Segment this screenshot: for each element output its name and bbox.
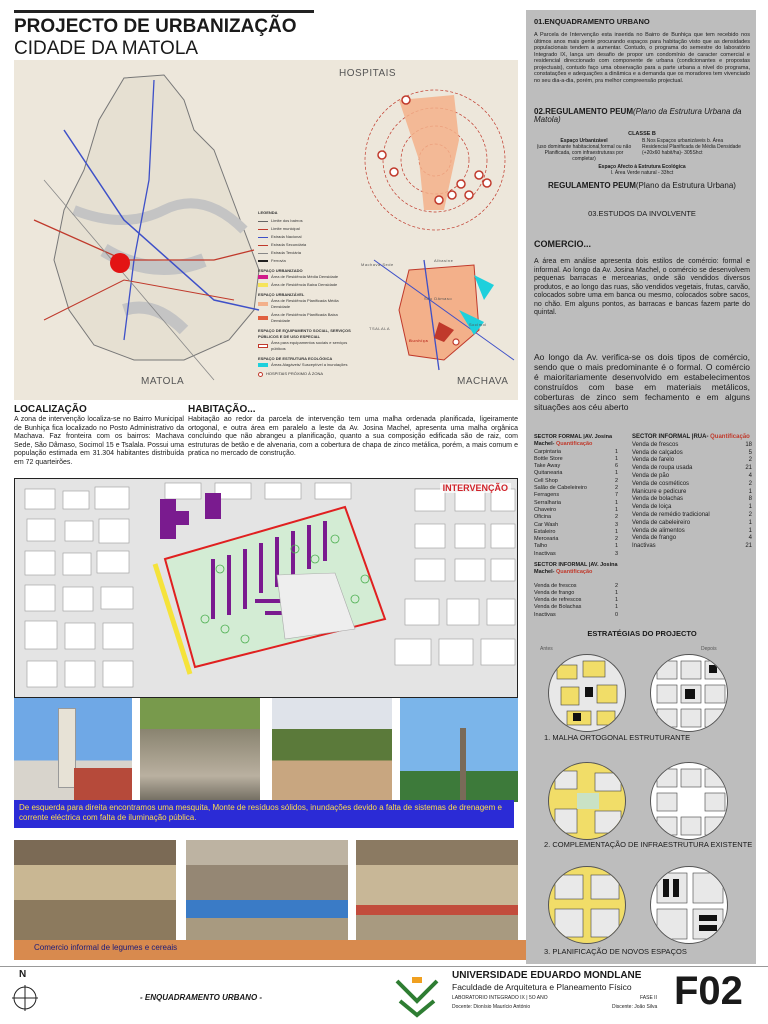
formal-item-name: Chaveiro [534, 506, 557, 513]
informal-sector-heading-text: SECTOR INFORMAL |RUA- [632, 434, 709, 440]
informal-item-name: Inactivas [632, 543, 656, 550]
informal-row [632, 504, 752, 512]
legend-label: Ferrovia [271, 258, 286, 263]
legend-swatch [258, 316, 268, 320]
informal-avenue-heading-text: SECTOR INFORMAL |AV. Josina Machel- [534, 562, 618, 576]
photo-market-stall-3 [356, 840, 518, 940]
formal-row [534, 551, 618, 558]
strategy-3-before [548, 866, 626, 944]
legend-swatch [258, 253, 268, 254]
informal-item-name: Venda de cosméticos [632, 480, 690, 487]
legend-label: Área para equipamentos sociais e serviços públicos [271, 340, 348, 351]
map-label-albasine: Albasine [434, 258, 454, 263]
legend-row [258, 371, 354, 377]
legend-label: Área de Residência Planificada Média Densidade [271, 298, 339, 309]
legend-label: Limite municipal [271, 226, 300, 231]
informal-avenue-item-count: 0 [614, 611, 618, 618]
legend-swatch [258, 302, 268, 306]
habitacao-section [188, 404, 518, 459]
comercio-body-1: A área em análise apresenta dois estilos de comércio: formal e informal. Ao longo da Av. Josina Machel, o comércio se desenvolvem pequenas barracas e mercearias, onde são vendidos diversos produtos, e ao longo das ruas, são vendidos vegetais, frutas, carvão, colocados sobre uma em banca ou mesmo, colocados sobre sacos, no chão. Em alguns pontos, as barracas e bancas fazem parte do quintal. [534, 258, 750, 316]
legend-swatch [258, 221, 268, 222]
student-info: Discente: João Silva [612, 1004, 658, 1010]
legend-row [258, 250, 354, 256]
formal-item-name: Quitanearia [534, 470, 563, 477]
formal-row [534, 478, 618, 485]
map-label-matola: MATOLA [141, 376, 185, 387]
localizacao-section [14, 404, 184, 467]
legend-section: ESPAÇO URBANIZADO [258, 268, 303, 273]
formal-row [534, 492, 618, 499]
location-map-panel [14, 60, 518, 400]
informal-row [632, 465, 752, 473]
regulamento-line [534, 182, 750, 190]
site-plan [15, 479, 518, 698]
informal-avenue-item-name: Venda de frescos [534, 582, 577, 589]
formal-item-count: 2 [614, 514, 618, 521]
informal-row [632, 535, 752, 543]
informal-row [632, 520, 752, 528]
formal-item-name: Mercearia [534, 536, 559, 543]
formal-sector-heading-text: SECTOR FORMAL |AV. Josina Machel- [534, 434, 613, 448]
lecturer-info: Docente: Dionísio Maurício António [452, 1004, 531, 1010]
photo-market-stall-1 [14, 840, 176, 940]
informal-item-count: 2 [748, 480, 752, 487]
informal-item-name: Venda de farelo [632, 457, 675, 464]
intervention-site-map [14, 478, 518, 698]
map-label-hospitais: HOSPITAIS [339, 68, 397, 79]
section-3-title: 03.ESTUDOS DA INVOLVENTE [588, 209, 696, 218]
legend-row [258, 218, 354, 224]
formal-item-name: Take Away [534, 463, 561, 470]
legend-label: Área de Residência Média Densidade [271, 274, 339, 279]
legend-label: Limite dos bairros [271, 218, 303, 223]
formal-item-name: Salão de Cabeleireiro [534, 485, 587, 492]
informal-sector-heading [632, 434, 752, 442]
informal-row [632, 543, 752, 551]
formal-item-name: Bottle Store [534, 455, 563, 462]
right-column [526, 10, 756, 964]
informal-avenue-heading-q: Quantificação [556, 569, 593, 576]
section-2-title-suffix: (Plano da Estrutura Urbana da Matola) [534, 107, 742, 124]
localizacao-heading: LOCALIZAÇÃO [14, 404, 87, 415]
formal-item-name: Oficina [534, 514, 552, 521]
formal-item-count: 1 [614, 448, 618, 455]
informal-row [632, 496, 752, 504]
formal-item-count: 2 [614, 485, 618, 492]
formal-item-count: 1 [614, 528, 618, 535]
strategy-3-label: 3. PLANIFICAÇÃO DE NOVOS ESPAÇOS [544, 947, 687, 956]
informal-row [632, 489, 752, 497]
espaco-urbanizavel-desc: (uso dominante habitacional,formal ou não Planificada, com infraestruturas por completar) [536, 144, 632, 162]
strategy-2-after [650, 762, 728, 840]
strategy-1-before [548, 654, 626, 732]
informal-item-name: Venda de bolachas [632, 496, 684, 503]
informal-avenue-item-name: Inactivas [534, 611, 556, 618]
informal-item-count: 4 [748, 535, 752, 542]
comercio-heading: COMERCIO... [534, 239, 592, 249]
sheet-code: F02 [674, 969, 743, 1013]
legend-label: Estrada Secundária [271, 242, 307, 247]
informal-sector-heading-q: Quantificação [710, 434, 750, 440]
section-1-title: 01.ENQUADRAMENTO URBANO [534, 17, 650, 26]
map-label-machava: MACHAVA [457, 376, 509, 387]
map-label-tsalala: TSALALA [369, 326, 391, 331]
informal-avenue-heading [534, 562, 618, 577]
informal-item-count: 1 [748, 527, 752, 534]
formal-item-name: Inactivas [534, 550, 556, 557]
formal-item-count: 3 [614, 521, 618, 528]
strategy-1-after [650, 654, 728, 732]
informal-item-name: Venda de alimentos [632, 527, 685, 534]
espaco-urbanizavel [534, 138, 634, 162]
legend-label: Estrada Terciária [271, 250, 301, 255]
legend-label: Área de Residência Planificada Baixa Densidade [271, 312, 338, 323]
map-label-bunhica: Bunhiça [409, 338, 429, 343]
legend-row [258, 282, 354, 288]
formal-item-name: Serralharia [534, 499, 561, 506]
classe-label: CLASSE B [628, 131, 656, 137]
depois-label: Depois [701, 646, 717, 652]
formal-row [534, 536, 618, 543]
formal-item-name: Cell Shop [534, 477, 558, 484]
map-label-sao-damaso: São Dâmaso [424, 296, 453, 301]
site-location-marker [110, 253, 130, 273]
informal-row [632, 473, 752, 481]
formal-row [534, 500, 618, 507]
formal-row [534, 485, 618, 492]
legend-row [258, 242, 354, 248]
informal-row [632, 528, 752, 536]
phase-info: FASE II [640, 995, 657, 1001]
university-logo-icon [392, 973, 442, 1019]
legend-label: Áreas Alagáveis/ Susceptível a inundações [271, 362, 348, 367]
page-subtitle: CIDADE DA MATOLA [14, 38, 199, 59]
strategy-3-after [650, 866, 728, 944]
informal-item-name: Venda de frescos [632, 441, 679, 448]
formal-sector-heading-q: Quantificação [556, 441, 593, 448]
faculty-name: Faculdade de Arquitetura e Planeamento Físico [452, 982, 632, 992]
espaco-afecto-title: Espaço Afecto à Estrutura Ecológica [598, 164, 686, 170]
formal-item-count: 7 [614, 492, 618, 499]
map-legend [258, 210, 354, 379]
espaco-residencial: B.Nos Espaços urbanizáveis b. Área Residencial Planificada de Média Densidade (+20x60 habit/ha)- 305Shct [642, 138, 741, 156]
building-shape [74, 768, 132, 802]
habitacao-heading: HABITAÇÃO... [188, 404, 256, 415]
informal-item-count: 21 [745, 465, 752, 472]
legend-swatch [258, 344, 268, 348]
formal-item-count: 1 [614, 499, 618, 506]
legend-swatch [258, 229, 268, 230]
informal-item-name: Venda de frango [632, 535, 677, 542]
legend-row [258, 312, 354, 324]
legend-row [258, 362, 354, 368]
strategies-heading: ESTRATÉGIAS DO PROJECTO [587, 629, 697, 638]
formal-row [534, 456, 618, 463]
formal-sector-heading [534, 434, 618, 449]
antes-label: Antes [540, 646, 553, 652]
map-label-machava-sede: Machava Sede [361, 262, 394, 267]
legend-section: ESPAÇO URBANIZÁVEL [258, 292, 305, 297]
formal-item-count: 1 [614, 470, 618, 477]
formal-sector-list [534, 434, 618, 558]
legend-label: Estrada Nacional [271, 234, 302, 239]
informal-items [632, 442, 752, 551]
photo-market-stall-2 [186, 840, 348, 940]
informal-avenue-row [534, 583, 618, 590]
informal-row [632, 457, 752, 465]
title-block [14, 10, 314, 64]
informal-item-name: Venda de pão [632, 472, 670, 479]
formal-item-name: Talho [534, 543, 548, 550]
formal-row [534, 529, 618, 536]
informal-avenue-row [534, 590, 618, 597]
informal-row [632, 481, 752, 489]
formal-items [534, 449, 618, 558]
informal-avenue-item-count: 2 [614, 582, 618, 589]
informal-item-count: 4 [748, 472, 752, 479]
espaco-afecto-desc: I. Área Verde natural - 33hct [610, 170, 674, 176]
photo-power-line [400, 698, 518, 802]
north-arrow-icon [12, 985, 38, 1011]
formal-row [534, 514, 618, 521]
informal-item-count: 2 [748, 457, 752, 464]
informal-sector-list [632, 434, 752, 551]
informal-item-count: 5 [748, 449, 752, 456]
photo-waste-pile [140, 698, 260, 802]
formal-item-count: 1 [614, 506, 618, 513]
photo-flooding [272, 698, 392, 802]
localizacao-text: A zona de intervenção localiza-se no Bairro Municipal de Bunhiça fica localizado no Posto Administrativo da Machava. Faz fronteira com os bairros: Machava Sede, São Dâmaso, Socimol 15 e Tsalala. Possui uma população estimada em 31.304 habitantes distribuída em 72 quarteirões. [14, 416, 184, 466]
informal-item-name: Manicure e pedicure [632, 488, 687, 495]
informal-row [632, 512, 752, 520]
informal-item-count: 1 [748, 488, 752, 495]
legend-swatch [258, 245, 268, 246]
informal-avenue-item-name: Venda de frango [534, 589, 575, 596]
informal-avenue-item-count: 1 [614, 597, 618, 604]
formal-item-count: 2 [614, 477, 618, 484]
legend-label: HOSPITAIS PRÓXIMO À ZONA [266, 371, 324, 376]
page-title: PROJECTO DE URBANIZAÇÃO [14, 16, 297, 37]
informal-item-name: Venda de calçados [632, 449, 683, 456]
informal-avenue-item-name: Venda de refrescos [534, 597, 582, 604]
espaco-afecto [534, 164, 750, 176]
informal-avenue-list [534, 562, 618, 619]
formal-item-count: 2 [614, 536, 618, 543]
informal-item-count: 1 [748, 519, 752, 526]
photo-mosque [14, 698, 132, 802]
informal-avenue-item-count: 1 [614, 589, 618, 596]
regulamento-line-title: REGULAMENTO PEUM [548, 181, 636, 190]
strategy-1-label: 1. MALHA ORTOGONAL ESTRUTURANTE [544, 733, 691, 742]
lab-info: LABORATORIO INTEGRADO IX | 5O ANO [452, 995, 548, 1001]
formal-row [534, 449, 618, 456]
formal-row [534, 507, 618, 514]
legend-row [258, 234, 354, 240]
legend-row [258, 226, 354, 232]
strategy-2-before [548, 762, 626, 840]
photo-caption-top: De esquerda para direita encontramos uma mesquita, Monte de resíduos sólidos, inundações devido a falta de sistemas de drenagem e corrente eléctrica com falta de iluminação pública. [14, 800, 514, 828]
legend-row [258, 340, 354, 352]
section-1-body: A Parcela de Intervenção esta inserida no Bairro de Bunhiça que tem recebido nos últimos anos mais gente procurando espaços para habitação visto que as densidades populacionais tendem a aumentar. Contudo, o programa do semestre do laboratório Integrado IX, lança um desafio de propor um condomínio de caracter comercial e residencial direccionado com componente de urbana (condicionantes e propostas projectuais), contudo faço uma observação para a parte urbana a nível do programa, constatações e adequações a dinâmica e a demanda que os moradores tem vivenciado no seu dia-a-dia, porém, pra melhor compreensão projectual. [534, 32, 750, 84]
informal-item-name: Venda de cabeleireiro [632, 519, 691, 526]
formal-item-count: 1 [614, 543, 618, 550]
legend-swatch [258, 283, 268, 287]
comercio-body-2: Ao longo da Av. verifica-se os dois tipos de comércio, sendo que o mais predominante é o formal. O comércio é maioritariamente desenvolvido em estabelecimentos construídos com base em materiais metálicos, coberturas de zinco sem fechamento e em alguns situações aos céu aberto [534, 352, 750, 412]
formal-row [534, 543, 618, 550]
footer [0, 966, 768, 1024]
informal-item-name: Venda de roupa usada [632, 465, 693, 472]
informal-item-name: Venda de loiça [632, 504, 672, 511]
formal-item-name: Ferragens [534, 492, 560, 499]
informal-item-name: Venda de remédio tradicional [632, 511, 710, 518]
habitacao-text: Habitação ao redor da parcela de intervenção tem uma malha ordenada planificada, ligeiramente ortogonal, e outra área em paralelo a leste da Av. Josina Machel, apresenta uma malha orgânica concluindo que não abrangeu a planificação, quanto a sua composição edificada são de raiz, com estruturas de betão e de alvenaria, com a cobertura de chapa de zinco metálica, porém, a mais comum e pratica no mercado de construção. [188, 416, 518, 457]
pole-shape [460, 728, 466, 802]
regulamento-line-suffix: (Plano da Estrutura Urbana) [635, 181, 736, 190]
informal-item-count: 2 [748, 511, 752, 518]
legend-label: Área de Residência Baixa Densidade [271, 282, 338, 287]
legend-swatch [258, 237, 268, 238]
informal-row [632, 442, 752, 450]
formal-item-count: 3 [614, 550, 618, 557]
informal-avenue-row [534, 597, 618, 604]
legend-row [258, 274, 354, 280]
section-2-title-text: 02.REGULAMENTO PEUM [534, 107, 633, 116]
espaco-urbanizavel-title: Espaço Urbanizável [560, 138, 608, 144]
footer-section-label: - ENQUADRAMENTO URBANO - [140, 993, 263, 1002]
legend-row [258, 258, 354, 264]
informal-item-count: 21 [745, 543, 752, 550]
informal-row [632, 450, 752, 458]
formal-item-name: Estaleiro [534, 528, 556, 535]
title-top-rule [14, 10, 314, 13]
legend-row [258, 298, 354, 310]
informal-avenue-item-name: Venda de Bolachas [534, 604, 582, 611]
informal-avenue-row [534, 604, 618, 611]
strategy-2-label: 2. COMPLEMENTAÇÃO DE INFRAESTRUTURA EXISTENTE [544, 840, 753, 849]
map-label-socimol: Socimol [469, 322, 487, 327]
legend-swatch [258, 260, 268, 262]
formal-row [534, 522, 618, 529]
informal-avenue-item-count: 1 [614, 604, 618, 611]
informal-avenue-items [534, 583, 618, 619]
university-name: UNIVERSIDADE EDUARDO MONDLANE [452, 970, 642, 981]
legend-swatch [258, 275, 268, 279]
informal-avenue-row [534, 612, 618, 619]
hospital-icon [258, 372, 263, 377]
intervention-label: INTERVENÇÃO [440, 483, 511, 493]
formal-item-count: 1 [614, 455, 618, 462]
informal-item-count: 1 [748, 504, 752, 511]
photo-caption-bottom: Comercio informal de legumes e cereais [14, 940, 530, 960]
legend-title: LEGENDA [258, 210, 278, 215]
informal-item-count: 8 [748, 496, 752, 503]
legend-section: ESPAÇO DE EQUIPAMENTO SOCIAL, SERVIÇOS PÚBLICOS E DE USO ESPECIAL [258, 328, 351, 339]
section-2-title [534, 108, 750, 124]
formal-item-name: Carpintaria [534, 448, 561, 455]
formal-row [534, 463, 618, 470]
formal-item-count: 6 [614, 463, 618, 470]
formal-row [534, 470, 618, 477]
formal-item-name: Car Wash [534, 521, 559, 528]
informal-item-count: 18 [745, 441, 752, 448]
legend-section: ESPAÇO DE ESTRUTURA ECOLÓGICA [258, 356, 333, 361]
legend-swatch [258, 363, 268, 367]
north-letter: N [19, 969, 27, 980]
